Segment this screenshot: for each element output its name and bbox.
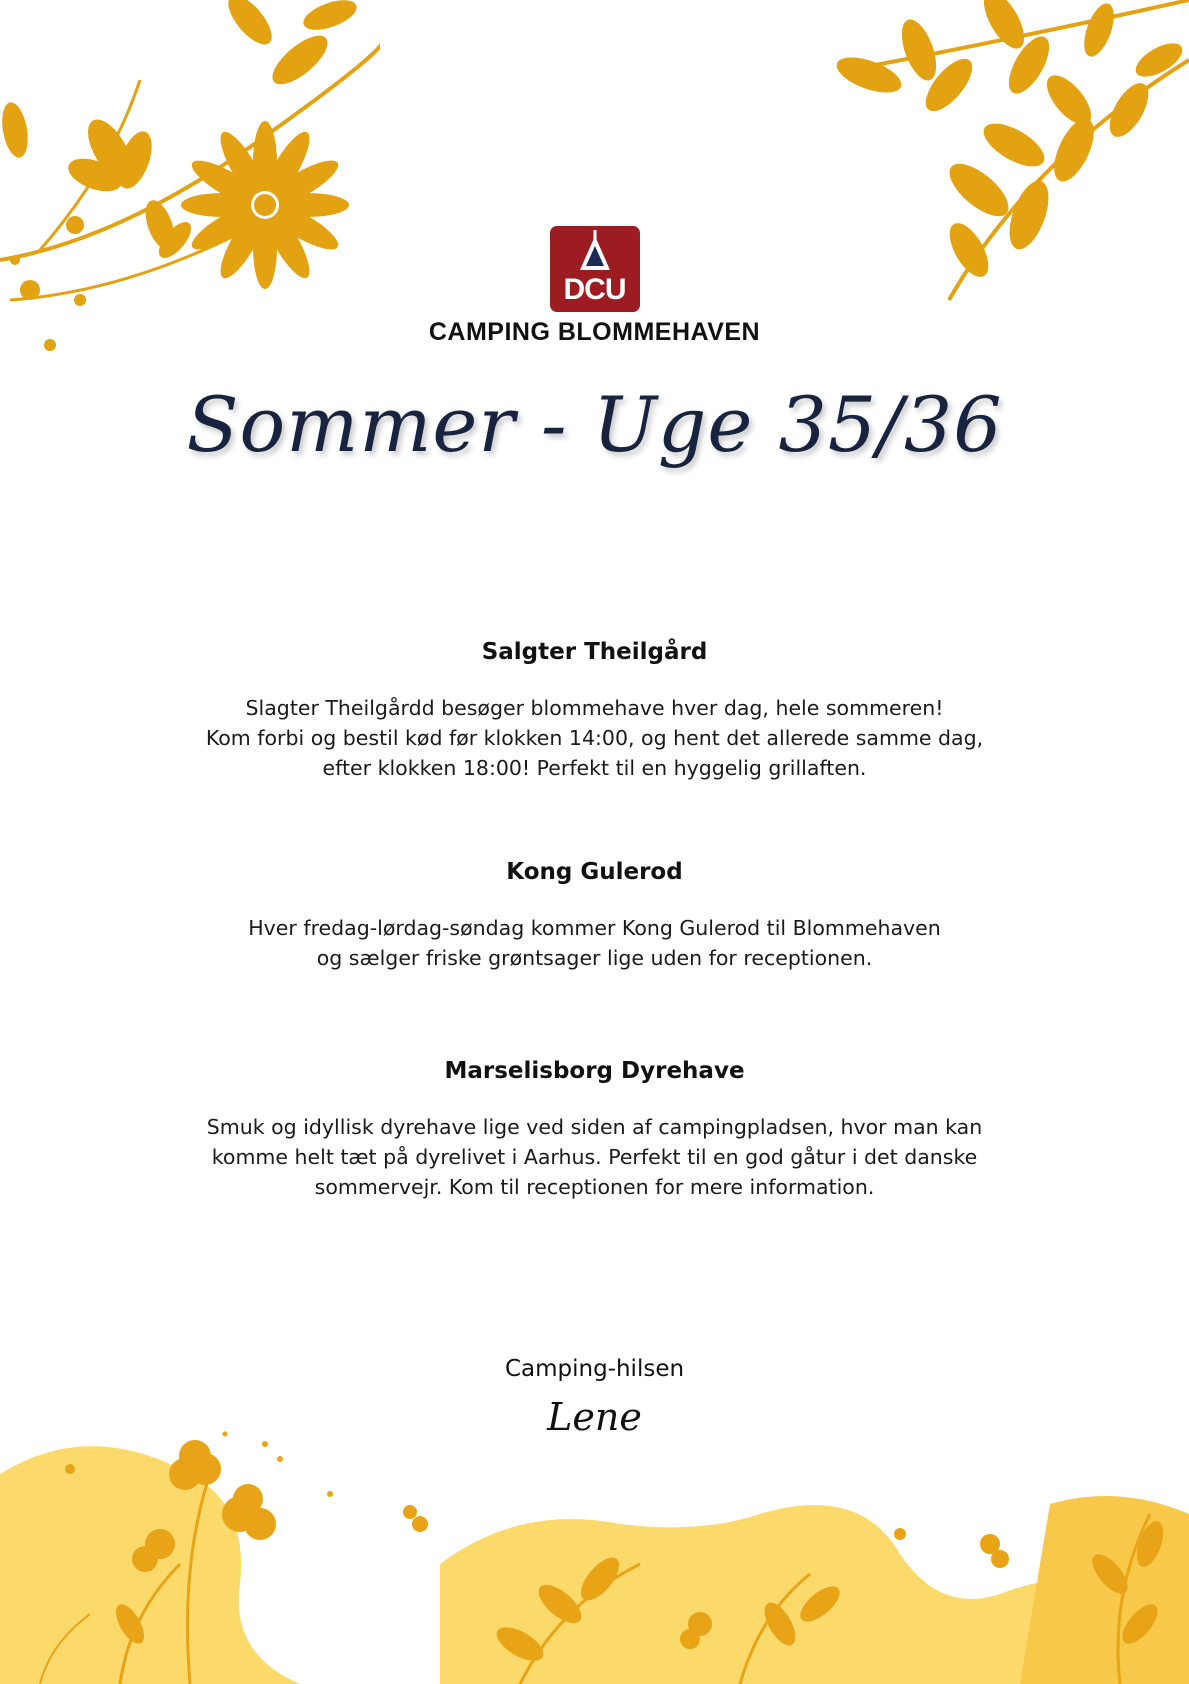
section-title: Marselisborg Dyrehave [444, 1058, 745, 1084]
section-body: Smuk og idyllisk dyrehave lige ved siden af campingpladsen, hvor man kan komme helt tæt på dyrelivet i Aarhus. Perfekt til en god gåtur i det danske sommervejr. Kom til receptionen for mere information. [206, 1115, 983, 1199]
section-body: Hver fredag-lørdag-søndag kommer Kong Gulerod til Blommehaven og sælger friske grøntsager lige uden for receptionen. [248, 916, 941, 970]
campsite-name: CAMPING BLOMMEHAVEN [428, 318, 761, 346]
section-body: Slagter Theilgårdd besøger blommehave hver dag, hele sommeren! Kom forbi og bestil kød før klokken 14:00, og hent det allerede samme dag, efter klokken 18:00! Perfekt til en hyggelig grillaften. [205, 696, 984, 780]
section-salgter [140, 639, 1049, 783]
logo-badge [550, 226, 640, 312]
dcu-logo [0, 226, 1189, 316]
section-title: Salgter Theilgård [481, 639, 708, 665]
signature: Lene [547, 1395, 642, 1439]
section-dyrehave [140, 1058, 1049, 1202]
floral-decoration-bottom [0, 1414, 1189, 1684]
closing-greeting: Camping-hilsen [504, 1356, 685, 1382]
page-headline: Sommer - Uge 35/36 [186, 380, 1003, 469]
logo-text: DCU [563, 273, 626, 306]
section-title: Kong Gulerod [506, 859, 683, 885]
section-kong-gulerod [140, 859, 1049, 973]
